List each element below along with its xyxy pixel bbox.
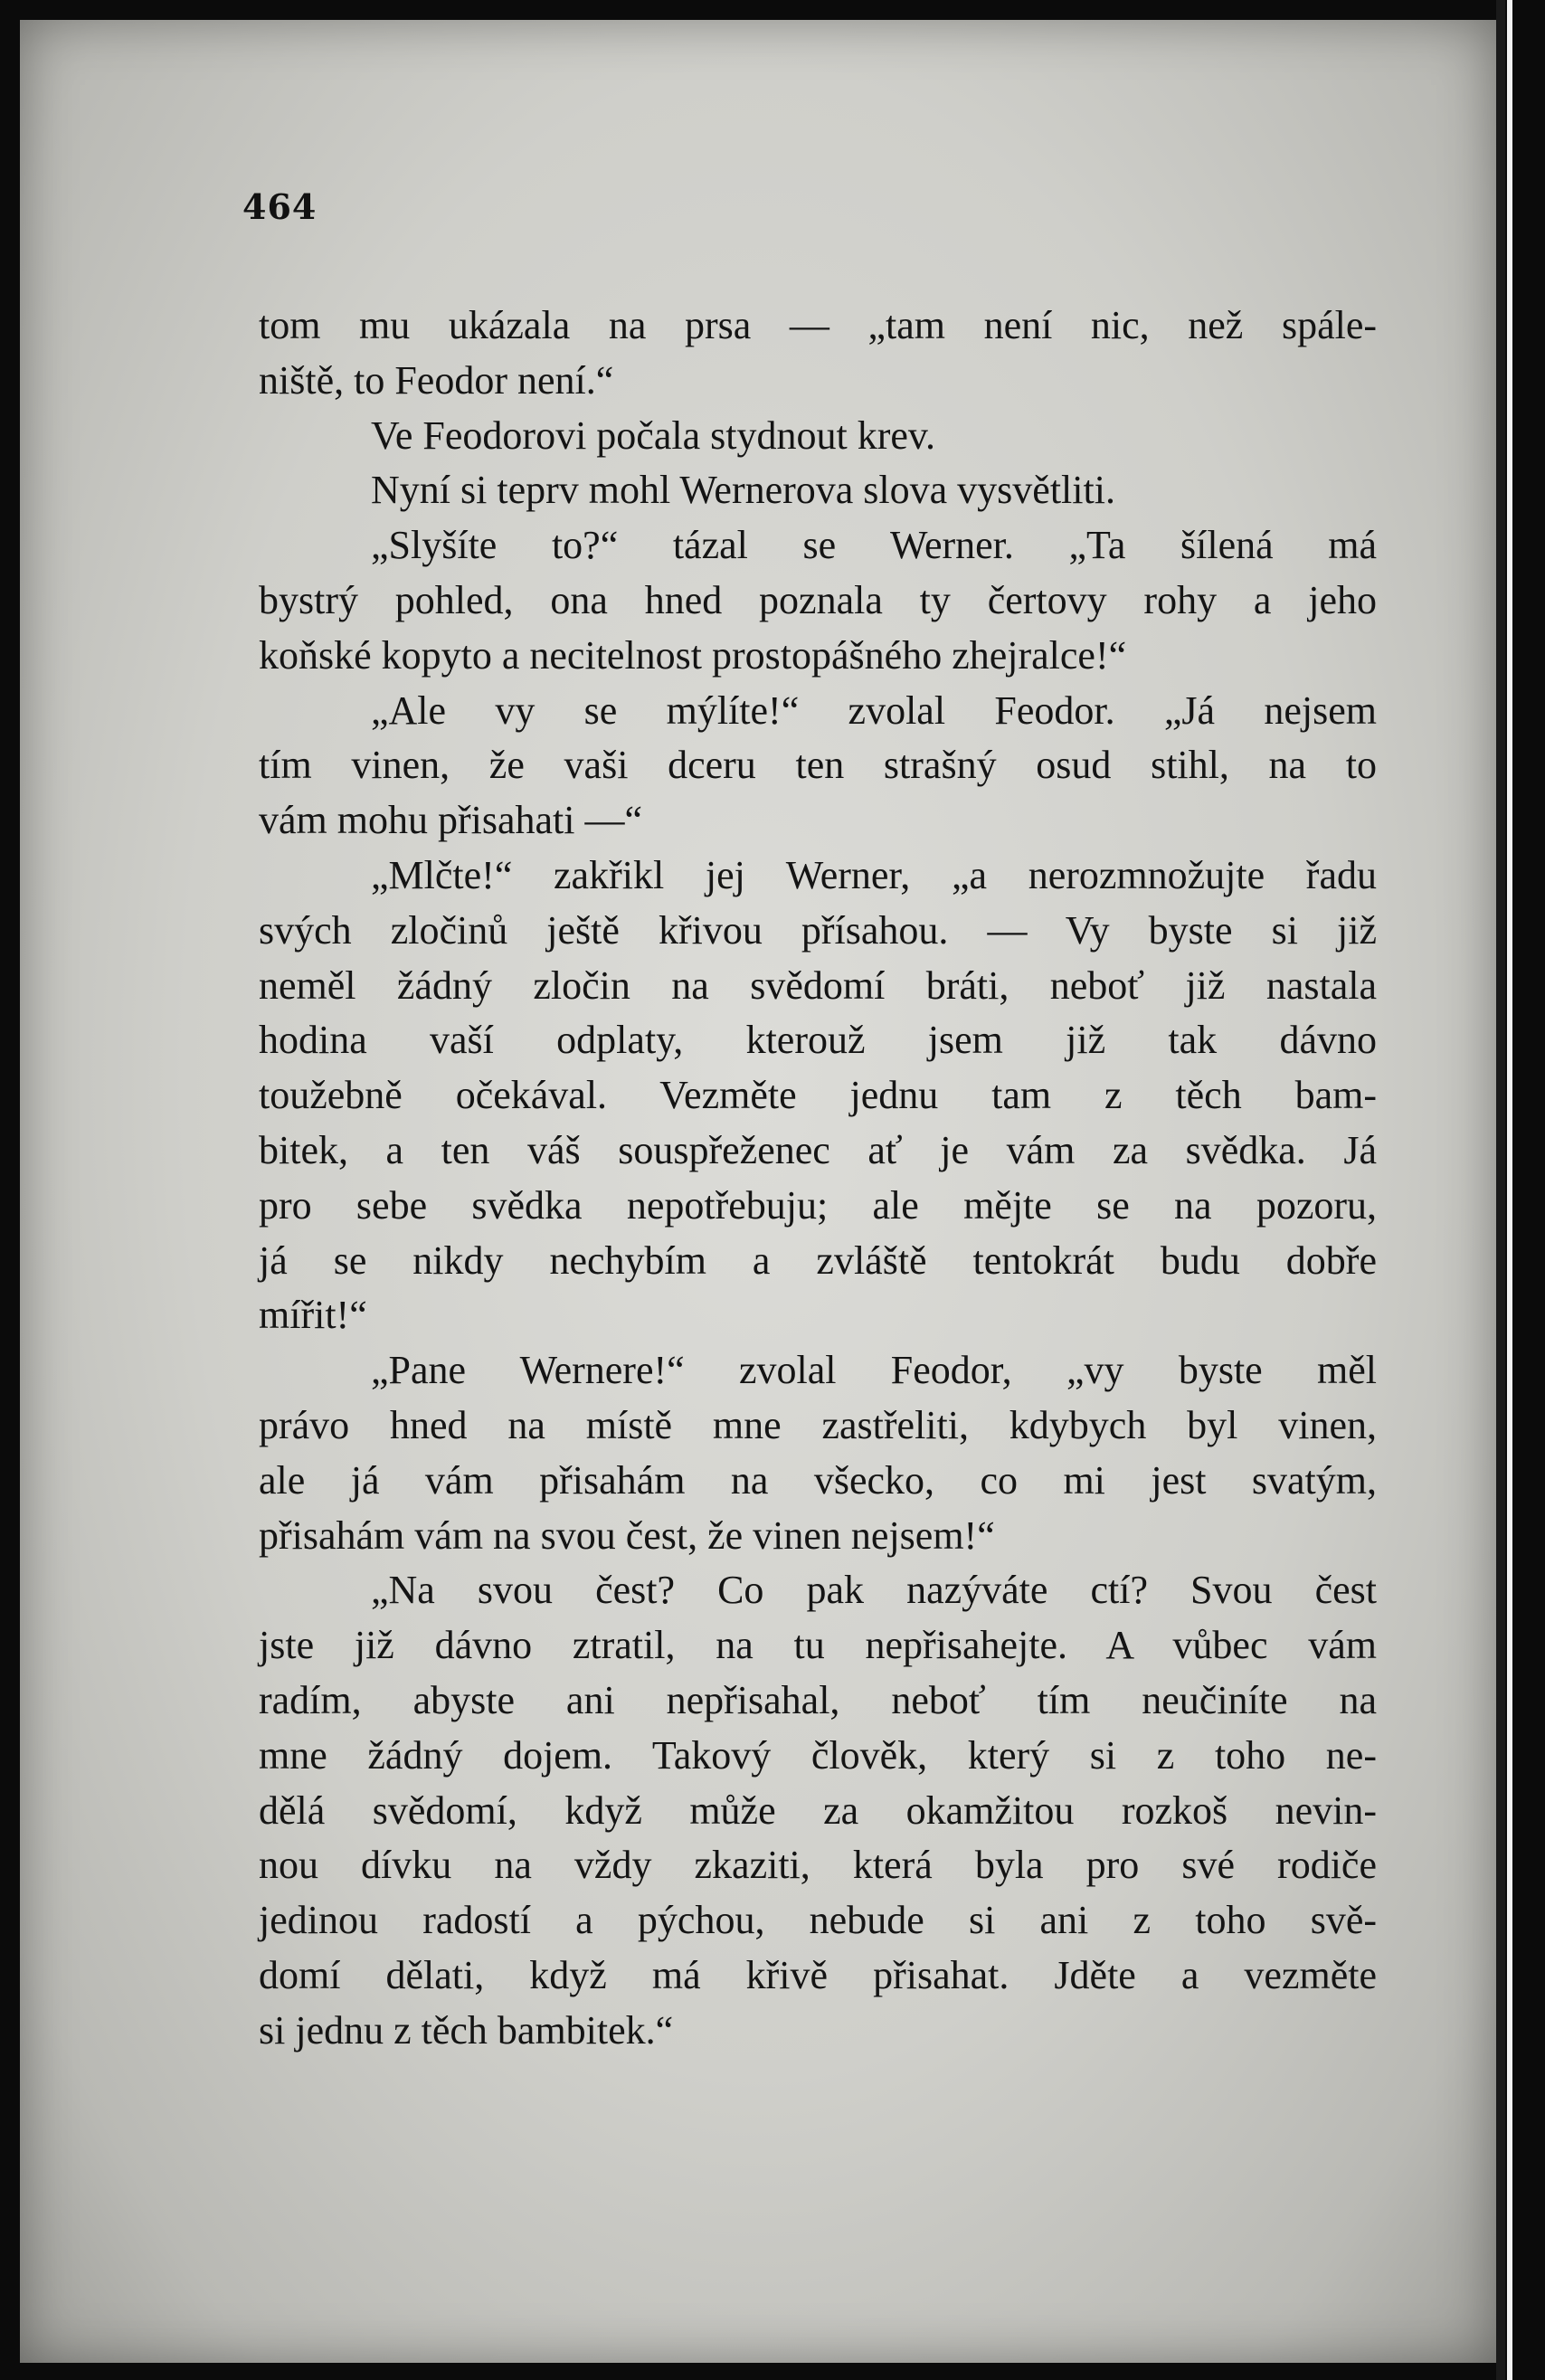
text-line: bitek, a ten váš souspřeženec ať je vám za svědka. Já [259, 1127, 1377, 1172]
page-edge-dark [1496, 0, 1505, 2380]
text-line: mne žádný dojem. Takový člověk, který si z toho ne- [259, 1732, 1377, 1778]
text-line: neměl žádný zločin na svědomí bráti, neboť již nastala [259, 962, 1377, 1008]
text-line: já se nikdy nechybím a zvláště tentokrát budu dobře [259, 1237, 1377, 1283]
text-line: domí dělati, když má křivě přisahat. Jděte a vezměte [259, 1952, 1377, 1997]
text-line: svých zločinů ještě křivou přísahou. — Vy byste si již [259, 907, 1377, 953]
text-line: jste již dávno ztratil, na tu nepřisahejte. A vůbec vám [259, 1623, 1377, 1668]
text-line: pro sebe svědka nepotřebuju; ale mějte se na pozoru, [259, 1182, 1377, 1228]
text-line: přisahám vám na svou čest, že vinen nejsem!“ [259, 1512, 995, 1558]
text-line: „Pane Wernere!“ zvolal Feodor, „vy byste měl [371, 1348, 1377, 1393]
body-text [259, 299, 1377, 2059]
text-line: Ve Feodorovi počala stydnout krev. [371, 412, 936, 458]
text-line: bystrý pohled, ona hned poznala ty čertovy rohy a jeho [259, 577, 1377, 622]
text-line: radím, abyste ani nepřisahal, neboť tím neučiníte na [259, 1677, 1377, 1722]
text-line: „Ale vy se mýlíte!“ zvolal Feodor. „Já nejsem [371, 687, 1377, 733]
text-line: dělá svědomí, když může za okamžitou rozkoš nevin- [259, 1787, 1377, 1833]
text-line: mířit!“ [259, 1293, 367, 1338]
text-line: vám mohu přisahati —“ [259, 798, 643, 843]
text-line: koňské kopyto a necitelnost prostopášného zhejralce!“ [259, 632, 1127, 678]
text-line: Nyní si teprv mohl Wernerova slova vysvětliti. [371, 468, 1115, 513]
text-line: právo hned na místě mne zastřeliti, kdybych byl vinen, [259, 1402, 1377, 1447]
text-line: jedinou radostí a pýchou, nebude si ani z toho svě- [259, 1898, 1377, 1943]
text-line: „Na svou čest? Co pak nazýváte ctí? Svou čest [371, 1568, 1377, 1613]
text-line: toužebně očekával. Vezměte jednu tam z těch bam- [259, 1073, 1377, 1118]
text-line: niště, to Feodor není.“ [259, 357, 614, 403]
text-line: si jednu z těch bambitek.“ [259, 2007, 674, 2053]
text-line: „Mlčte!“ zakřikl jej Werner, „a nerozmnožujte řadu [371, 852, 1377, 897]
text-line: „Slyšíte to?“ tázal se Werner. „Ta šílená má [371, 523, 1377, 568]
text-line: nou dívku na vždy zkaziti, která byla pro své rodiče [259, 1843, 1377, 1888]
text-line: tím vinen, že vaši dceru ten strašný osud stihl, na to [259, 743, 1377, 788]
page-edge-light [1507, 0, 1512, 2380]
text-line: tom mu ukázala na prsa — „tam není nic, než spále- [259, 303, 1377, 347]
text-line: hodina vaší odplaty, kterouž jsem již tak dávno [259, 1018, 1377, 1063]
text-line: ale já vám přisahám na všecko, co mi jest svatým, [259, 1457, 1377, 1503]
page-number: 464 [242, 186, 318, 227]
